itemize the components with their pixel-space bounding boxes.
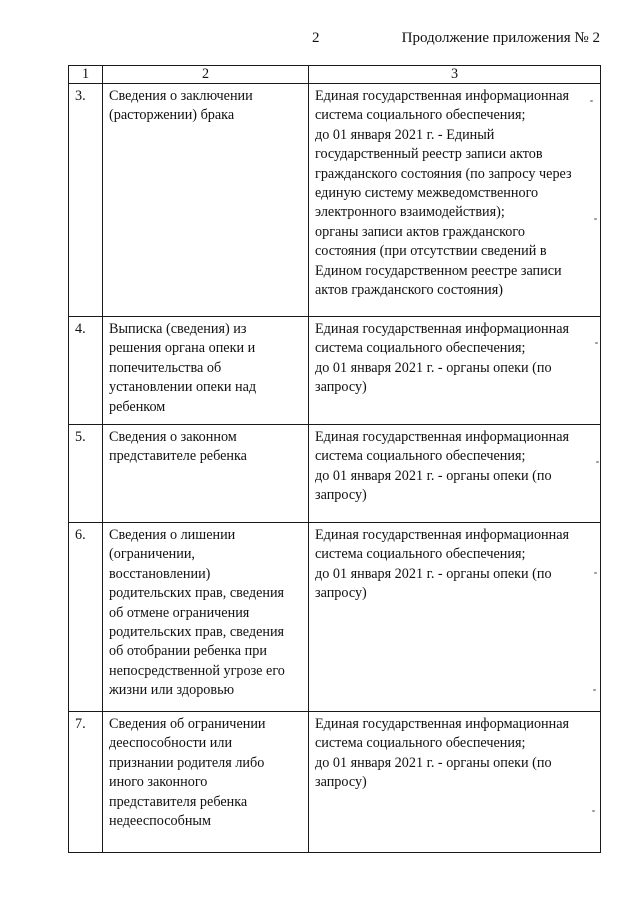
row-number-text: 4. bbox=[75, 321, 86, 337]
document-info-line: представителе ребенка bbox=[109, 448, 247, 465]
source-cell bbox=[309, 425, 601, 523]
scan-speck bbox=[594, 572, 597, 574]
document-info-cell bbox=[103, 712, 309, 853]
appendix-table bbox=[68, 65, 601, 853]
document-info-cell bbox=[103, 425, 309, 523]
document-info-line: непосредственной угрозе его bbox=[109, 662, 285, 679]
document-info-line: родительских прав, сведения bbox=[109, 624, 285, 641]
source-line: гражданского состояния (по запросу через bbox=[315, 165, 572, 182]
table-row bbox=[69, 317, 601, 425]
source-line: до 01 января 2021 г. - органы опеки (по bbox=[315, 359, 552, 376]
document-info-line: Сведения об ограничении bbox=[109, 716, 266, 732]
scan-speck bbox=[594, 218, 597, 220]
row-number bbox=[69, 425, 103, 523]
column-number: 1 bbox=[69, 66, 103, 84]
appendix-continuation-label: Продолжение приложения № 2 bbox=[401, 30, 600, 46]
source-line: электронного взаимодействия); bbox=[315, 204, 505, 221]
source-line: запросу) bbox=[315, 379, 367, 396]
scan-speck bbox=[592, 810, 595, 812]
document-info-line: установлении опеки над bbox=[109, 379, 257, 396]
source-line: система социального обеспечения; bbox=[315, 107, 526, 124]
source-line: Единая государственная информационная bbox=[315, 321, 570, 337]
table-row bbox=[69, 712, 601, 853]
document-info-line: недееспособным bbox=[109, 813, 211, 830]
document-info-line: попечительства об bbox=[109, 359, 222, 376]
source-line: запросу) bbox=[315, 487, 367, 504]
row-number bbox=[69, 523, 103, 712]
page-number: 2 bbox=[312, 30, 320, 46]
column-number: 3 bbox=[309, 66, 601, 84]
source-line: государственный реестр записи актов bbox=[315, 146, 543, 163]
row-number bbox=[69, 712, 103, 853]
document-info-line: родительских прав, сведения bbox=[109, 585, 285, 602]
source-line: состояния (при отсутствии сведений в bbox=[315, 243, 547, 260]
table-row bbox=[69, 425, 601, 523]
document-info-line: (расторжении) брака bbox=[109, 107, 235, 124]
row-number bbox=[69, 317, 103, 425]
source-line: органы записи актов гражданского bbox=[315, 223, 525, 240]
document-info-cell bbox=[103, 523, 309, 712]
source-line: система социального обеспечения; bbox=[315, 546, 526, 563]
scan-speck bbox=[593, 689, 596, 691]
row-number-text: 5. bbox=[75, 429, 86, 445]
document-info-line: (ограничении, bbox=[109, 546, 195, 563]
source-cell bbox=[309, 523, 601, 712]
source-line: до 01 января 2021 г. - органы опеки (по bbox=[315, 565, 552, 582]
source-line: Единая государственная информационная bbox=[315, 88, 570, 104]
source-line: Единая государственная информационная bbox=[315, 716, 570, 732]
column-number: 2 bbox=[103, 66, 309, 84]
document-info-line: Сведения о законном bbox=[109, 429, 237, 445]
document-info-line: жизни или здоровью bbox=[109, 682, 235, 699]
source-line: запросу) bbox=[315, 774, 367, 791]
document-info-line: Сведения о заключении bbox=[109, 88, 253, 104]
source-line: Едином государственном реестре записи bbox=[315, 262, 562, 279]
document-info-line: признании родителя либо bbox=[109, 754, 265, 771]
document-info-line: ребенком bbox=[109, 398, 166, 415]
source-line: до 01 января 2021 г. - органы опеки (по bbox=[315, 754, 552, 771]
row-number bbox=[69, 84, 103, 317]
row-number-text: 3. bbox=[75, 88, 86, 104]
document-info-line: иного законного bbox=[109, 774, 208, 791]
document-info-line: Сведения о лишении bbox=[109, 527, 236, 543]
source-line: единую систему межведомственного bbox=[315, 185, 539, 202]
source-line: система социального обеспечения; bbox=[315, 340, 526, 357]
source-line: запросу) bbox=[315, 585, 367, 602]
source-line: до 01 января 2021 г. - органы опеки (по bbox=[315, 467, 552, 484]
document-info-line: восстановлении) bbox=[109, 565, 211, 582]
source-cell bbox=[309, 712, 601, 853]
document-info-cell bbox=[103, 317, 309, 425]
source-line: до 01 января 2021 г. - Единый bbox=[315, 126, 495, 143]
scan-speck bbox=[595, 342, 598, 344]
scan-speck bbox=[590, 100, 593, 102]
row-number-text: 7. bbox=[75, 716, 86, 732]
source-line: Единая государственная информационная bbox=[315, 429, 570, 445]
document-info-line: Выписка (сведения) из bbox=[109, 321, 247, 337]
column-number-row bbox=[69, 66, 601, 84]
document-info-line: об отобрании ребенка при bbox=[109, 643, 267, 660]
table-row bbox=[69, 523, 601, 712]
document-info-line: решения органа опеки и bbox=[109, 340, 256, 357]
table-row bbox=[69, 84, 601, 317]
document-info-cell bbox=[103, 84, 309, 317]
scan-speck bbox=[596, 461, 599, 463]
source-line: актов гражданского состояния) bbox=[315, 282, 503, 299]
source-cell bbox=[309, 317, 601, 425]
source-line: система социального обеспечения; bbox=[315, 735, 526, 752]
document-info-line: об отмене ограничения bbox=[109, 604, 250, 621]
document-info-line: представителя ребенка bbox=[109, 793, 248, 810]
source-line: система социального обеспечения; bbox=[315, 448, 526, 465]
row-number-text: 6. bbox=[75, 527, 86, 543]
document-info-line: дееспособности или bbox=[109, 735, 233, 752]
source-line: Единая государственная информационная bbox=[315, 527, 570, 543]
source-cell bbox=[309, 84, 601, 317]
